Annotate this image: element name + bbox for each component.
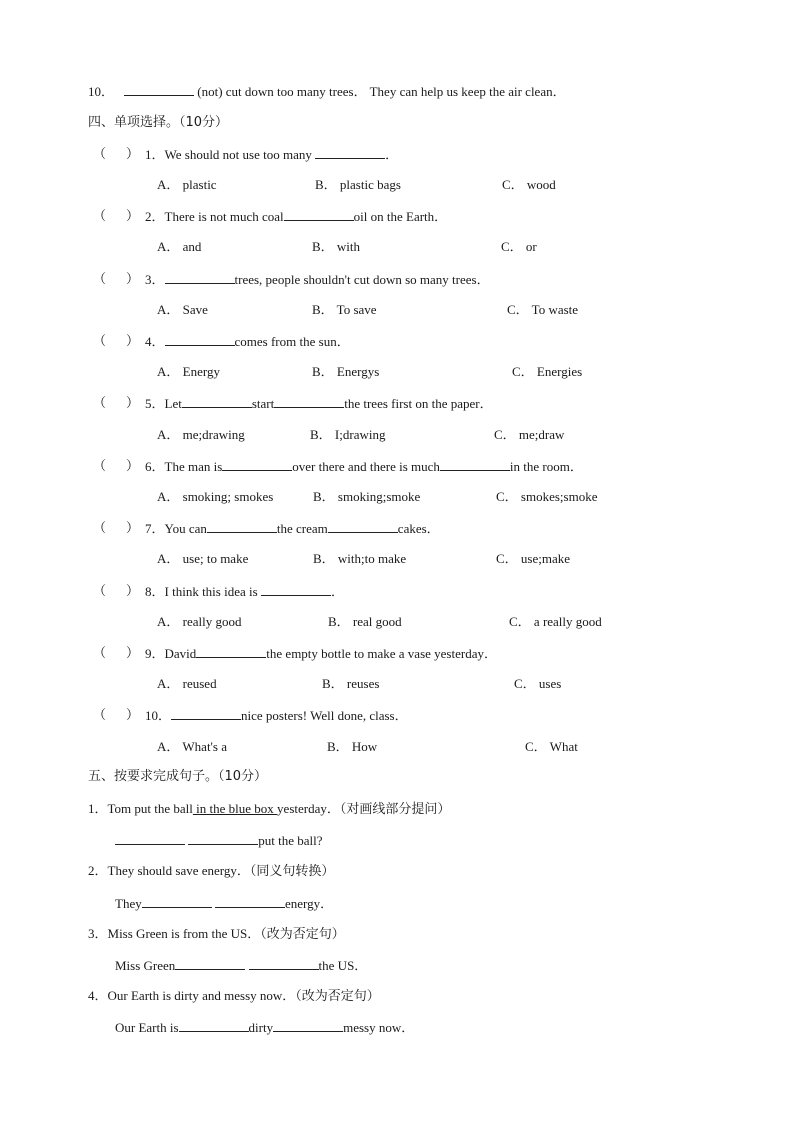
option-c: C． wood bbox=[502, 177, 556, 192]
answer-blank[interactable] bbox=[284, 207, 354, 221]
answer-paren[interactable]: （ ） bbox=[93, 458, 140, 473]
option-a: A． and bbox=[157, 239, 202, 254]
answer-blank[interactable] bbox=[115, 831, 185, 845]
s5-answer-1: put the ball? bbox=[115, 831, 323, 850]
section-4-title: 四、单项选择。（10分） bbox=[88, 115, 229, 130]
option-a: A． reused bbox=[157, 676, 217, 691]
option-c: C． Energies bbox=[512, 364, 583, 379]
s5-answer-3: Miss Green the US． bbox=[115, 958, 368, 973]
section-5-title: 五、按要求完成句子。（10分） bbox=[88, 769, 268, 784]
option-b: B． real good bbox=[328, 614, 402, 629]
option-a: A． really good bbox=[157, 614, 242, 629]
answer-blank[interactable] bbox=[328, 519, 398, 533]
option-b: B． Energys bbox=[312, 364, 380, 379]
answer-blank[interactable] bbox=[142, 894, 212, 908]
mc-question-8: 8．I think this idea is ． bbox=[145, 584, 344, 599]
answer-blank[interactable] bbox=[249, 956, 319, 970]
option-b: B． To save bbox=[312, 302, 377, 317]
answer-blank[interactable] bbox=[175, 956, 245, 970]
option-a: A． use; to make bbox=[157, 551, 249, 566]
mc-question-10: 10． nice posters! Well done, class． bbox=[145, 708, 408, 723]
underlined-phrase: in the blue box bbox=[192, 801, 278, 816]
answer-paren[interactable]: （ ） bbox=[93, 208, 140, 223]
answer-blank[interactable] bbox=[165, 332, 235, 346]
s5-question-2: 2．They should save energy．（同义句转换） bbox=[88, 863, 335, 878]
answer-blank[interactable] bbox=[315, 145, 385, 159]
option-c: C． What bbox=[525, 739, 578, 754]
answer-paren[interactable]: （ ） bbox=[93, 333, 140, 348]
answer-paren[interactable]: （ ） bbox=[93, 645, 140, 660]
mc-question-9: 9．David the empty bottle to make a vase yesterday． bbox=[145, 646, 497, 661]
s5-question-1: 1．Tom put the ball in the blue box yesterday．（对画线部分提问） bbox=[88, 801, 451, 816]
mc-question-4: 4． comes from the sun． bbox=[145, 334, 350, 349]
question-text: (not) cut down too many trees． They can help us keep the air clean． bbox=[194, 84, 566, 99]
mc-question-6: 6．The man is over there and there is much in the room． bbox=[145, 459, 583, 474]
option-c: C． me;draw bbox=[494, 427, 565, 442]
option-b: B． plastic bags bbox=[315, 177, 401, 192]
answer-blank[interactable] bbox=[179, 1018, 249, 1032]
option-a: A． What's a bbox=[157, 739, 227, 754]
mc-question-7: 7．You can the cream cakes． bbox=[145, 521, 440, 536]
answer-blank[interactable] bbox=[274, 394, 344, 408]
mc-question-2: 2．There is not much coal oil on the Earth． bbox=[145, 209, 448, 224]
answer-blank[interactable] bbox=[188, 831, 258, 845]
option-b: B． smoking;smoke bbox=[313, 489, 421, 504]
mc-question-1: 1．We should not use too many ． bbox=[145, 147, 399, 162]
option-a: A． Energy bbox=[157, 364, 220, 379]
option-a: A． smoking; smokes bbox=[157, 489, 274, 504]
question-10-top bbox=[88, 82, 566, 101]
answer-blank[interactable] bbox=[261, 582, 331, 596]
answer-blank[interactable] bbox=[165, 270, 235, 284]
option-b: B． How bbox=[327, 739, 378, 754]
answer-blank[interactable] bbox=[196, 644, 266, 658]
option-c: C． use;make bbox=[496, 551, 571, 566]
option-b: B． reuses bbox=[322, 676, 380, 691]
answer-paren[interactable]: （ ） bbox=[93, 395, 140, 410]
s5-answer-2: They energy． bbox=[115, 896, 334, 911]
answer-paren[interactable]: （ ） bbox=[93, 520, 140, 535]
option-b: B． with;to make bbox=[313, 551, 407, 566]
answer-paren[interactable]: （ ） bbox=[93, 707, 140, 722]
s5-question-4: 4．Our Earth is dirty and messy now．（改为否定句） bbox=[88, 988, 380, 1003]
answer-blank[interactable] bbox=[207, 519, 277, 533]
mc-question-5: 5．Let start the trees first on the paper． bbox=[145, 396, 493, 411]
answer-blank[interactable] bbox=[440, 457, 510, 471]
question-number: 10． bbox=[88, 84, 115, 99]
mc-question-3: 3． trees, people shouldn't cut down so many trees． bbox=[145, 272, 490, 287]
option-a: A． Save bbox=[157, 302, 208, 317]
option-c: C． a really good bbox=[509, 614, 602, 629]
answer-paren[interactable]: （ ） bbox=[93, 146, 140, 161]
answer-blank[interactable] bbox=[215, 894, 285, 908]
option-c: C． uses bbox=[514, 676, 562, 691]
s5-answer-4: Our Earth is dirty messy now． bbox=[115, 1020, 415, 1035]
answer-blank[interactable] bbox=[124, 82, 194, 96]
option-b: B． I;drawing bbox=[310, 427, 386, 442]
answer-blank[interactable] bbox=[182, 394, 252, 408]
option-c: C． or bbox=[501, 239, 537, 254]
option-c: C． smokes;smoke bbox=[496, 489, 598, 504]
answer-paren[interactable]: （ ） bbox=[93, 583, 140, 598]
option-b: B． with bbox=[312, 239, 361, 254]
answer-blank[interactable] bbox=[171, 706, 241, 720]
answer-blank[interactable] bbox=[222, 457, 292, 471]
option-a: A． plastic bbox=[157, 177, 217, 192]
s5-question-3: 3．Miss Green is from the US．（改为否定句） bbox=[88, 926, 345, 941]
option-a: A． me;drawing bbox=[157, 427, 245, 442]
answer-blank[interactable] bbox=[273, 1018, 343, 1032]
answer-paren[interactable]: （ ） bbox=[93, 271, 140, 286]
option-c: C． To waste bbox=[507, 302, 579, 317]
